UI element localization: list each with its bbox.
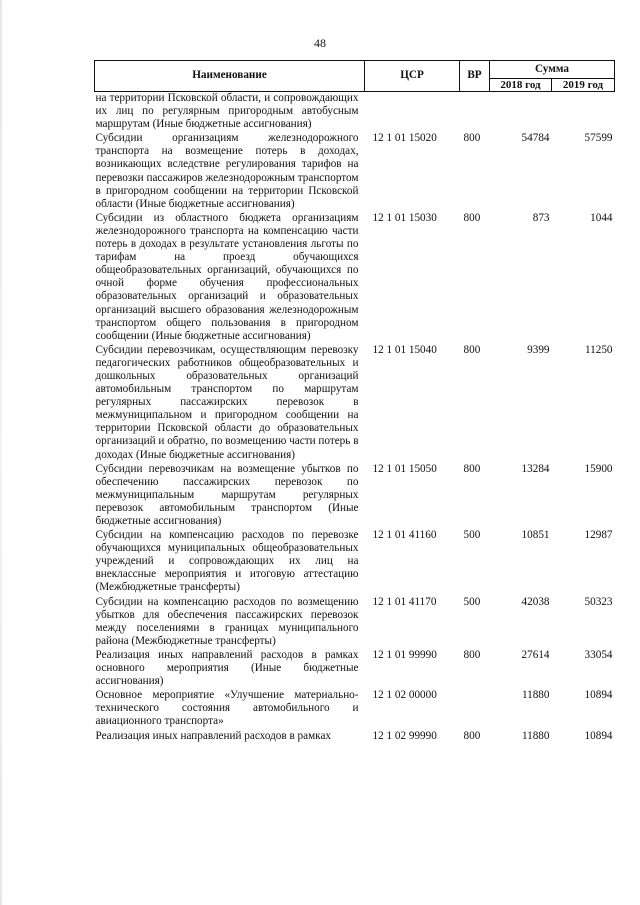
scan-edge <box>0 0 2 905</box>
row-sum-2018: 11880 <box>521 729 550 742</box>
table-row <box>95 132 615 212</box>
row-sum-2019: 33054 <box>584 648 613 661</box>
row-sum-2019 <box>552 92 615 133</box>
row-name: Основное мероприятие «Улучшение материально-технического состояния автомобильного и авиационного транспорта» <box>95 689 359 728</box>
row-sum-2019: 15900 <box>584 462 613 475</box>
row-vr: 800 <box>463 729 481 742</box>
row-sum-2019: 10894 <box>584 689 613 702</box>
row-name: на территории Псковской области, и сопровождающих их лиц по регулярным пригородным автобусным маршрутам (Иные бюджетные ассигнования) <box>95 92 359 131</box>
budget-table <box>94 60 615 744</box>
table-row <box>95 92 615 133</box>
row-name: Реализация иных направлений расходов в рамках основного мероприятия (Иные бюджетные ассигнования) <box>95 648 359 688</box>
row-sum-2019: 10894 <box>584 729 613 742</box>
row-csr: 12 1 01 15040 <box>372 343 437 356</box>
row-csr: 12 1 02 99990 <box>372 729 437 742</box>
row-sum-2019: 11250 <box>584 343 613 356</box>
header-csr: ЦСР <box>365 61 460 92</box>
table-row <box>95 730 615 744</box>
row-sum-2019: 12987 <box>584 529 613 542</box>
row-sum-2018: 13284 <box>521 462 550 475</box>
row-sum-2018: 54784 <box>521 132 550 145</box>
row-sum-2018: 42038 <box>521 595 550 608</box>
row-vr: 500 <box>463 595 481 608</box>
row-csr: 12 1 01 15030 <box>372 211 437 224</box>
row-name: Субсидии перевозчикам, осуществляющим перевозку педагогических работников общеобразовательных и дошкольных образовательных организаций автомобильным транспортом по маршрутам регулярных пассажирских перевозок в межмуниципальном и пригородном сообщении на территории Псковской области до образовательных организаций и обратно, по возмещению части потерь в доходах (Иные бюджетные ассигнования) <box>95 343 359 461</box>
row-csr <box>365 92 460 133</box>
table-row <box>95 596 615 649</box>
row-sum-2018: 11880 <box>521 689 550 702</box>
row-csr: 12 1 01 15050 <box>372 462 437 475</box>
header-year-2019: 2019 год <box>552 79 615 92</box>
page-number: 48 <box>314 36 326 50</box>
row-sum-2018: 27614 <box>521 648 550 661</box>
table-row <box>95 344 615 463</box>
row-csr: 12 1 01 99990 <box>372 648 437 661</box>
row-vr <box>460 689 490 729</box>
row-name: Субсидии организациям железнодорожного транспорта на возмещение потерь в доходах, возникающих вследствие регулирования тарифов на перевозки пассажиров железнодорожным транспортом в пригородном сообщении на территории Псковской области (Иные бюджетные ассигнования) <box>95 132 359 210</box>
header-year-2018: 2018 год <box>490 79 552 92</box>
row-csr: 12 1 01 15020 <box>372 132 437 145</box>
row-sum-2019: 57599 <box>584 132 613 145</box>
row-vr: 800 <box>463 648 481 661</box>
row-sum-2018: 873 <box>532 211 550 224</box>
row-sum-2018: 9399 <box>527 343 550 356</box>
row-sum-2019: 1044 <box>590 211 613 224</box>
row-vr: 800 <box>463 462 481 475</box>
row-vr: 800 <box>463 343 481 356</box>
row-vr: 800 <box>463 211 481 224</box>
row-sum-2018: 10851 <box>521 529 550 542</box>
table-row <box>95 529 615 595</box>
header-name: Наименование <box>95 61 365 92</box>
table-row <box>95 463 615 529</box>
row-name: Субсидии на компенсацию расходов по перевозке обучающихся муниципальных общеобразовательных учреждений и сопровождающих их лиц на внеклассные мероприятия и итоговую аттестацию (Межбюджетные трансферты) <box>95 529 359 594</box>
row-vr <box>460 92 490 133</box>
row-name: Субсидии на компенсацию расходов по возмещению убытков для обеспечения пассажирских перевозок между поселениями в границах муниципального района (Межбюджетные трансферты) <box>95 595 359 647</box>
row-name: Реализация иных направлений расходов в рамках <box>95 729 332 742</box>
table-row <box>95 689 615 729</box>
row-csr: 12 1 02 00000 <box>372 689 437 702</box>
row-sum-2018 <box>490 92 552 133</box>
table-row <box>95 649 615 689</box>
row-name: Субсидии из областного бюджета организациям железнодорожного транспорта на компенсацию части потерь в доходах в результате установления льготы по тарифам на проезд обучающихся общеобразовательных организаций, обучающихся по очной форме обучения профессиональных образовательных организаций и образовательных организаций высшего образования железнодорожным транспортом общего пользования в пригородном сообщении (Иные бюджетные ассигнования) <box>95 211 359 342</box>
row-csr: 12 1 01 41160 <box>372 529 437 542</box>
row-sum-2019: 50323 <box>584 595 613 608</box>
header-sum: Сумма <box>490 61 615 79</box>
row-csr: 12 1 01 41170 <box>372 595 437 608</box>
row-vr: 800 <box>463 132 481 145</box>
table-header <box>95 61 615 92</box>
row-name: Субсидии перевозчикам на возмещение убытков по обеспечению пассажирских перевозок по межмуниципальным маршрутам регулярных перевозок автомобильным транспортом (Иные бюджетные ассигнования) <box>95 462 359 527</box>
row-vr: 500 <box>463 529 481 542</box>
table-row <box>95 212 615 344</box>
header-vr: ВР <box>460 61 490 92</box>
